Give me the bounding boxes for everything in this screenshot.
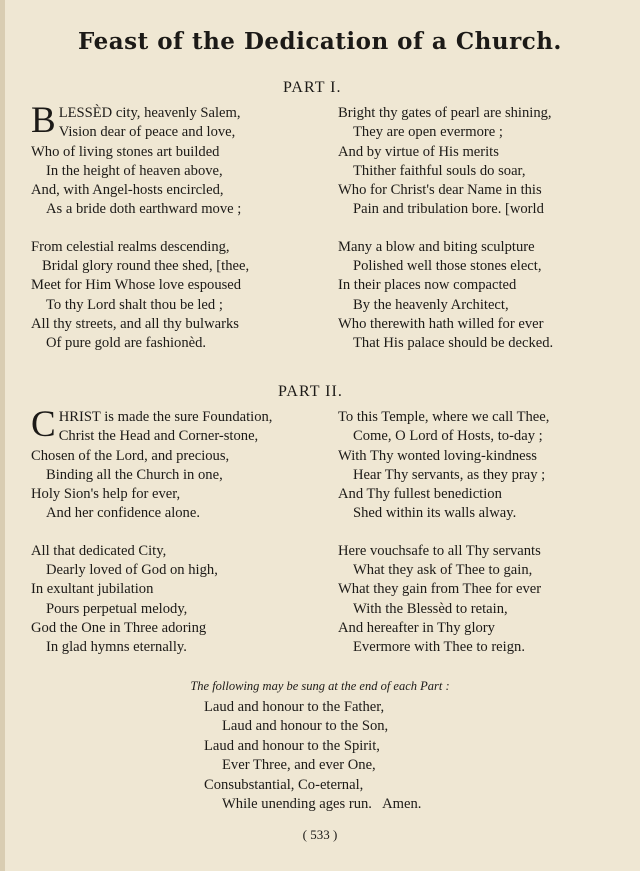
drop-cap: C xyxy=(31,404,56,445)
verse-line: Pours perpetual melody, xyxy=(46,600,188,617)
verse-line: Who of living stones art builded xyxy=(31,143,220,160)
verse-line: Pain and tribulation bore. [world xyxy=(353,201,544,218)
verse-line: Many a blow and biting sculpture xyxy=(338,238,535,255)
verse-line: As a bride doth earthward move ; xyxy=(46,201,242,218)
verse-line: Of pure gold are fashionèd. xyxy=(46,335,207,352)
verse-line: In exultant jubilation xyxy=(31,581,154,598)
page-number: ( 533 ) xyxy=(302,827,338,842)
verse-line: Binding all the Church in one, xyxy=(46,466,223,483)
part-2-left-column xyxy=(31,404,273,658)
part-2-heading: PART II. xyxy=(278,383,343,400)
verse-line: Here vouchsafe to all Thy servants xyxy=(338,542,541,559)
part-1-right-column xyxy=(338,104,553,354)
page-title: Feast of the Dedication of a Church. xyxy=(78,28,562,55)
verse-line: With Thy wonted loving-kindness xyxy=(338,447,537,464)
verse-line: And Thy fullest benediction xyxy=(338,486,502,503)
verse-line: All that dedicated City, xyxy=(31,542,167,559)
verse-line: Chosen of the Lord, and precious, xyxy=(31,447,230,464)
verse-line: That His palace should be decked. xyxy=(353,335,554,352)
verse-line: LESSÈD city, heavenly Salem, xyxy=(58,105,241,121)
verse-line: And by virtue of His merits xyxy=(338,143,499,160)
verse-line: Come, O Lord of Hosts, to-day ; xyxy=(353,428,543,445)
verse-line: They are open evermore ; xyxy=(353,124,503,141)
verse xyxy=(338,542,549,658)
doxology-line: Consubstantial, Co-eternal, xyxy=(204,776,364,793)
doxology xyxy=(204,698,421,814)
verse xyxy=(31,100,249,220)
part-1-left-column xyxy=(31,100,250,354)
doxology-line: Ever Three, and ever One, xyxy=(222,757,376,774)
verse xyxy=(338,104,553,220)
doxology-line: While unending ages run. Amen. xyxy=(222,796,422,813)
verse-line: And hereafter in Thy glory xyxy=(338,619,495,636)
verse-line: Christ the Head and Corner-stone, xyxy=(58,428,259,445)
part-2-right-column xyxy=(338,408,549,658)
verse-line: With the Blessèd to retain, xyxy=(353,600,508,617)
verse-line: Who for Christ's dear Name in this xyxy=(338,182,542,199)
verse-line: All thy streets, and all thy bulwarks xyxy=(31,315,239,332)
verse-line: To thy Lord shalt thou be led ; xyxy=(46,296,223,313)
verse-line: Polished well those stones elect, xyxy=(353,258,542,275)
verse-line: What they ask of Thee to gain, xyxy=(353,562,533,579)
verse xyxy=(31,238,249,354)
doxology-line: Laud and honour to the Father, xyxy=(204,699,385,715)
verse-line: HRIST is made the sure Foundation, xyxy=(58,409,273,425)
doxology-note: The following may be sung at the end of each Part : xyxy=(190,679,450,693)
verse xyxy=(31,404,273,524)
verse xyxy=(338,408,549,524)
verse-line: What they gain from Thee for ever xyxy=(338,581,542,598)
part-1-heading: PART I. xyxy=(283,79,342,96)
verse-line: And, with Angel-hosts encircled, xyxy=(31,182,224,199)
verse-line: Shed within its walls alway. xyxy=(353,505,517,522)
verse-line: Dearly loved of God on high, xyxy=(46,562,218,579)
verse-line: Who therewith hath willed for ever xyxy=(338,315,544,332)
page-edge xyxy=(0,0,5,871)
verse-line: And her confidence alone. xyxy=(46,505,200,522)
verse xyxy=(31,542,245,658)
verse-line: Bright thy gates of pearl are shining, xyxy=(338,105,552,121)
verse-line: In the height of heaven above, xyxy=(46,162,223,179)
verse-line: Evermore with Thee to reign. xyxy=(353,639,525,656)
verse-line: Hear Thy servants, as they pray ; xyxy=(353,466,546,483)
verse-line: From celestial realms descending, xyxy=(31,238,230,255)
verse-line: Bridal glory round thee shed, [thee, xyxy=(42,258,250,275)
verse-line: Vision dear of peace and love, xyxy=(58,124,236,141)
verse-line: Meet for Him Whose love espoused xyxy=(31,277,242,294)
doxology-line: Laud and honour to the Son, xyxy=(222,718,389,735)
verse-line: God the One in Three adoring xyxy=(31,619,207,636)
verse-line: To this Temple, where we call Thee, xyxy=(338,409,550,425)
verse-line: By the heavenly Architect, xyxy=(353,296,509,313)
drop-cap: B xyxy=(31,100,56,141)
verse xyxy=(338,238,553,354)
doxology-line: Laud and honour to the Spirit, xyxy=(204,737,380,754)
verse-line: Holy Sion's help for ever, xyxy=(31,486,181,503)
verse-line: In their places now compacted xyxy=(338,277,517,294)
verse-line: In glad hymns eternally. xyxy=(46,639,187,656)
verse-line: Thither faithful souls do soar, xyxy=(353,162,526,179)
